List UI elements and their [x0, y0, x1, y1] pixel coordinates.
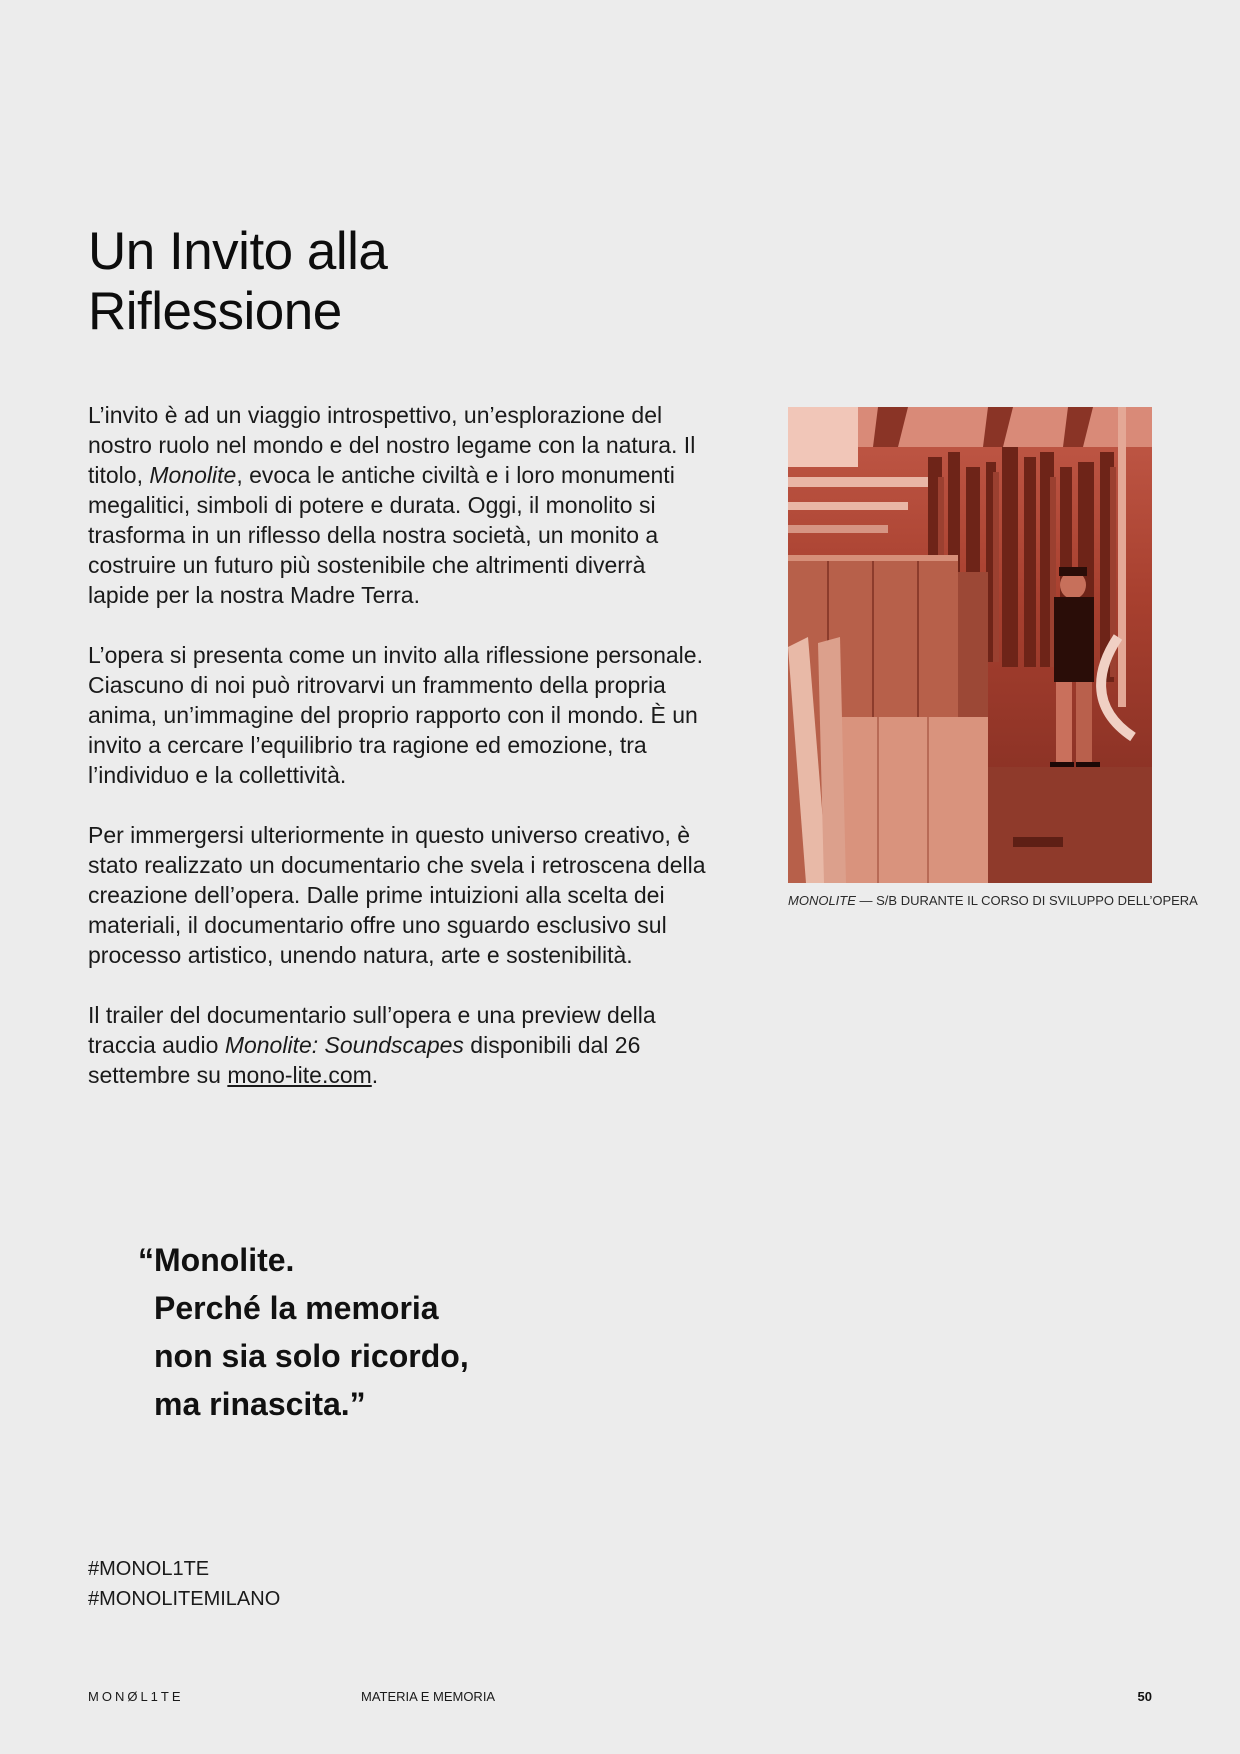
title-line-2: Riflessione — [88, 282, 342, 341]
pull-quote — [138, 1236, 469, 1428]
website-link[interactable]: mono-lite.com — [227, 1062, 372, 1088]
paragraph-2: L’opera si presenta come un invito alla riflessione personale. Ciascuno di noi può ritrovarvi un frammento della propria anima, un’immagine del proprio rapporto con il mondo. È un invito a cercare l’equilibrio tra ragione ed emozione, tra l’individuo e la collettività. — [88, 642, 703, 788]
hashtag: #MONOL1TE — [88, 1558, 210, 1580]
hashtag: #MONOLITEMILANO — [88, 1588, 281, 1610]
quote-line: “Monolite. — [138, 1242, 295, 1278]
paragraph-4 — [88, 1000, 708, 1090]
body-text — [88, 400, 708, 1120]
paragraph-1-emphasis: Monolite — [149, 462, 237, 488]
page-number: 50 — [1137, 1689, 1152, 1704]
paragraph-1 — [88, 400, 708, 610]
paragraph-4-text-a: Il trailer del documentario sull’opera e una preview della traccia audio — [88, 1002, 656, 1058]
footer-section-title: MATERIA E MEMORIA — [361, 1689, 496, 1704]
caption-text: — S/B DURANTE IL CORSO DI SVILUPPO DELL’OPERA — [855, 893, 1198, 908]
title-line-1: Un Invito alla — [88, 222, 388, 281]
quote-line: non sia solo ricordo, — [154, 1338, 469, 1374]
quote-line: ma rinascita.” — [154, 1386, 366, 1422]
paragraph-1-text-a: L’invito è ad un viaggio introspettivo, un’esplorazione del nostro ruolo nel mondo e del nostro legame con la natura. Il titolo, — [88, 402, 696, 488]
paragraph-3: Per immergersi ulteriormente in questo universo creativo, è stato realizzato un documentario che svela i retroscena della creazione dell’opera. Dalle prime intuizioni alla scelta dei materiali, il documentario offre uno sguardo esclusivo sul processo artistico, unendo natura, arte e sostenibilità. — [88, 822, 706, 968]
caption-title: MONOLITE — [788, 893, 856, 908]
paragraph-4-emphasis: Monolite: Soundscapes — [224, 1032, 464, 1058]
footer-logo: MONØL1TE — [88, 1689, 184, 1704]
photo-caption — [788, 893, 1198, 908]
paragraph-4-text-c: . — [371, 1062, 379, 1088]
workshop-photo — [788, 407, 1152, 883]
paragraph-4-text-b: disponibili dal 26 settembre su — [88, 1032, 641, 1088]
quote-line: Perché la memoria — [154, 1290, 439, 1326]
hashtags — [88, 1554, 280, 1614]
page-title — [88, 222, 688, 342]
paragraph-1-text-b: , evoca le antiche civiltà e i loro monumenti megalitici, simboli di potere e durata. Oggi, il monolito si trasforma in un riflesso della nostra società, un monito a costruire un futuro più sostenibile che altrimenti diverrà lapide per la nostra Madre Terra. — [88, 462, 675, 608]
